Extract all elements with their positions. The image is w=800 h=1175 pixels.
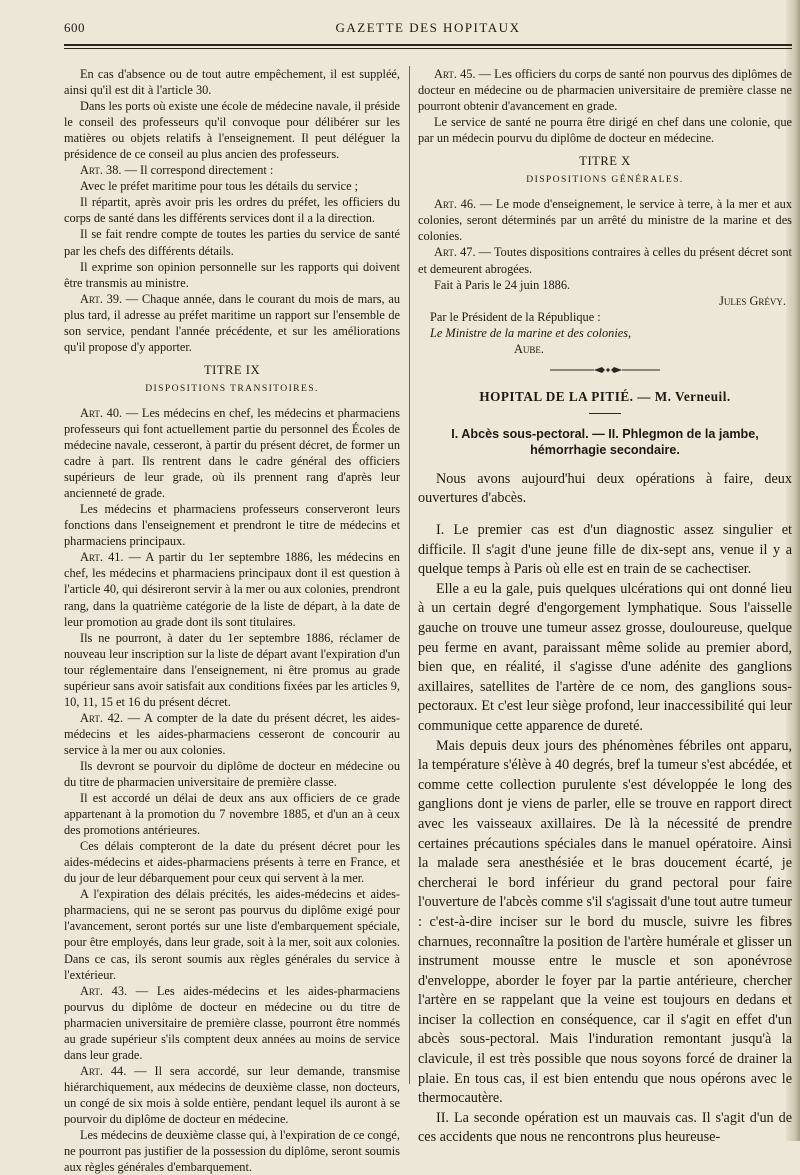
paragraph: II. La seconde opération est un mauvais cas. Il s'agit d'un de ces accidents que nous ne rencontrons plus heureuse- (418, 1109, 792, 1146)
column-divider (409, 66, 410, 1084)
page-header (64, 20, 792, 40)
signature-minister: Aube. (514, 341, 545, 356)
paragraph: Elle a eu la gale, puis quelques ulcérations qui ont donné lieu à un certain degré d'engorgement lymphatique. Sous l'aisselle gauche on trouve une tumeur assez grosse, douloureuse, quelque peu ferme en avant, paraissant même solide au premier abord, bien que, en réalité, il s'agisse d'une adénite des ganglions axillaires, satellites de l'artère de ce nom, des ganglions sous-pectoraux. Et c'est leur siège profond, leur inaccessibilité qui leur communique cette apparence de dureté. (418, 580, 792, 734)
hospital-heading: HOPITAL DE LA PITIÉ. — M. Verneuil. (479, 388, 731, 404)
paragraph: Il exprime son opinion personnelle sur les rapports qui doivent être transmis au ministre. (64, 259, 400, 290)
paragraph: Les médecins et pharmaciens professeurs conserveront leurs fonctions dans l'enseignement et prendront le titre de médecins et pharmaciens principaux. (64, 502, 400, 549)
article-label: Art. 45. (434, 67, 476, 81)
paragraph: En cas d'absence ou de tout autre empêchement, il est suppléé, ainsi qu'il est dit à l'article 30. (64, 67, 400, 98)
header-rule (64, 44, 792, 49)
page-number: 600 (64, 20, 85, 35)
article-46 (418, 196, 792, 244)
paragraph: Il est accordé un délai de deux ans aux officiers de ce grade appartenant à la promotion du 7 novembre 1885, et d'un an à ceux des promotions antérieures. (64, 791, 400, 838)
right-column (418, 66, 792, 1148)
article-text: — A partir du 1er septembre 1886, les médecins en chef, les médecins et pharmaciens principaux dont il est question à l'article 40, qui désireront servir à la mer ou aux colonies, prendront rang, dans la quatrième catégorie de la liste de départ, à la date de leur promotion au grade dont ils sont titulaires. (64, 550, 400, 629)
paragraph: Nous avons aujourd'hui deux opérations à faire, deux ouvertures d'abcès. (418, 470, 792, 507)
paragraph: Mais depuis deux jours des phénomènes fébriles ont apparu, la température s'élève à 40 degrés, bref la tumeur s'est abcédée, et comme cette collection purulente s'est développée le long des ganglions dont je viens de parler, elle se trouve en rapport direct avec les vaisseaux axillaires. De là la nécessité de prendre certaines précautions spéciales dans le manuel opératoire. Ainsi la malade sera anesthésiée et le bras doucement écarté, je chercherai le bord inférieur du grand pectoral pour faire l'ouverture de l'abcès comme s'il s'agissait d'une tout autre tumeur : c'est-à-dire inciser sur le bord du muscle, suivre les fibres charnues, reconnaître la position de l'artère humérale et glisser un instrument mousse entre le muscle et son aponévrose d'enveloppe, aborder le foyer par la partie antérieure, chercher l'artère en se rappelant que la veine est toujours en dedans et inciser la collection en conséquence, car il s'agit en effet d'un abcès sous-pectoral. Mais l'induration remontant jusqu'à la clavicule, il est très possible que nous soyons forcé de drainer la plaie. En tous cas, il est bien entendu que nous opérons avec le thermocautère. (418, 737, 792, 1107)
article-text: — Toutes dispositions contraires à celles du présent décret sont et demeurent abrogées. (418, 245, 792, 276)
article-label: Art. 46. (434, 197, 477, 212)
ornament-divider (418, 363, 792, 377)
article-39 (64, 291, 400, 355)
short-rule (589, 413, 621, 414)
article-label: Art. 42. (80, 710, 124, 725)
paragraph: Avec le préfet maritime pour tous les détails du service ; (80, 179, 359, 194)
article-44 (64, 1063, 400, 1127)
paragraph: Ils ne pourront, à dater du 1er septembre 1886, réclamer de nouveau leur inscription sur la liste de départ avant l'expiration d'un tour réglementaire dans l'enseignement, ni être promus au grade supérieur sans avoir satisfait aux conditions fixées par les articles 9, 10, 11, 15 et 16 du présent décret. (64, 630, 400, 709)
article-label: Art. 41. (80, 550, 124, 565)
section-subtitle: DISPOSITIONS TRANSITOIRES. (145, 382, 319, 394)
article-label: Art. 40. (80, 405, 123, 420)
lecture-text (418, 470, 792, 1148)
article-40 (64, 405, 400, 501)
article-label: Art. 47. (434, 245, 476, 260)
paragraph: Il répartit, après avoir pris les ordres du préfet, les officiers du corps de santé dans les différents services dont il a la direction. (64, 195, 400, 226)
article-text: — Chaque année, dans le courant du mois de mars, au plus tard, il adresse au préfet maritime un rapport sur l'ensemble de son service, pendant l'année précédente, et sur les améliorations qu'il propose d'y apporter. (64, 291, 400, 354)
article-text: — Il correspond directement : (121, 163, 274, 178)
article-label: Art. 39. (80, 291, 123, 306)
article-label: Art. 38. (80, 163, 122, 178)
article-label: Art. 43. (80, 983, 128, 998)
article-38 (64, 162, 400, 178)
paragraph: Le service de santé ne pourra être dirigé en chef dans une colonie, que par un médecin pourvu du diplôme de docteur en médecine. (418, 115, 792, 146)
article-45 (418, 66, 792, 114)
section-title: TITRE IX (203, 362, 261, 377)
article-text: — Le mode d'enseignement, le service à terre, à la mer et aux colonies, seront déterminés par un arrêté du ministre de la marine et des colonies. (418, 197, 793, 244)
signature-line: Par le Président de la République : (430, 309, 601, 324)
article-41 (64, 549, 400, 629)
left-column (64, 66, 400, 1175)
article-text: — Il sera accordé, sur leur demande, transmise hiérarchiquement, aux médecins de deuxième classe, non docteurs, un congé de six mois à solde entière, pendant lequel ils auront à se pourvoir du diplôme de docteur en médecine. (64, 1063, 401, 1126)
article-text: — Les médecins en chef, les médecins et pharmaciens professeurs qui font actuellement partie du personnel des Écoles de médecine navale, cesseront, à partir du présent décret, de former un cadre à part. Ils rentrent dans le cadre général des officiers supérieurs de leur grade, où ils prennent rang d'après leur ancienneté de grade. (64, 405, 400, 501)
paragraph: Les médecins de deuxième classe qui, à l'expiration de ce congé, ne pourront pas justifier de la possession du diplôme, seront soumis aux règles générales d'embarquement. (64, 1128, 400, 1175)
paragraph: Ils devront se pourvoir du diplôme de docteur en médecine ou du titre de pharmacien universitaire de première classe. (64, 758, 400, 790)
article-text: — Les officiers du corps de santé non pourvus des diplômes de docteur en médecine ou de pharmacien universitaire de première classe ne pourront obtenir d'avancement en grade. (418, 67, 792, 114)
article-text: — Les aides-médecins et les aides-pharmaciens pourvus du diplôme de docteur en médecine ou du titre de pharmacien universitaire de première classe, pourront être nommés au grade supérieur s'ils comptent deux années au moins de service dans leur grade. (64, 983, 400, 1062)
section-subtitle: DISPOSITIONS GÉNÉRALES. (526, 174, 684, 186)
paragraph: Il se fait rendre compte de toutes les parties du service de santé par les chefs des différents détails. (64, 227, 400, 258)
article-text: — A compter de la date du présent décret, les aides-médecins et les aides-pharmaciens cesseront de concourir au service à la mer ou aux colonies. (64, 710, 401, 757)
paragraph: Ces délais compteront de la date du présent décret pour les aides-médecins et aides-pharmaciens présents à terre en France, et du jour de leur débarquement pour ceux qui servent à la mer. (64, 839, 400, 886)
minister-line: Le Ministre de la marine et des colonies, (430, 325, 632, 340)
ornament-icon (550, 365, 660, 375)
article-43 (64, 983, 400, 1063)
signature-president: Jules Grévy. (719, 293, 786, 308)
date-line: Fait à Paris le 24 juin 1886. (434, 277, 571, 292)
paragraph: Dans les ports où existe une école de médecine navale, il préside le conseil des professeurs qu'il convoque pour délibérer sur les matières ou objets relatifs à l'enseignement. Il peut déléguer la présidence de ce conseil au plus ancien des professeurs. (64, 99, 400, 162)
article-label: Art. 44. (80, 1063, 127, 1078)
journal-title: GAZETTE DES HOPITAUX (335, 20, 521, 35)
article-47 (418, 244, 792, 276)
paragraph: I. Le premier cas est d'un diagnostic assez singulier et difficile. Il s'agit d'une jeune fille de dix-sept ans, venue il y a quelque temps à Paris où elle est en train de se cachectiser. (418, 522, 792, 578)
paragraph: A l'expiration des délais précités, les aides-médecins et aides-pharmaciens, qui ne se seront pas pourvus du diplôme exigé pour l'avancement, seront portés sur une liste d'embarquement spéciale, pour être employés, dans leur grade, soit à la mer, soit aux colonies. Dans ce cas, ils seront soumis aux règles générales du service à l'extérieur. (64, 887, 400, 982)
case-title: I. Abcès sous-pectoral. — II. Phlegmon de la jambe, hémorrhagie secondaire. (451, 426, 759, 457)
section-title: TITRE X (579, 154, 631, 169)
article-42 (64, 710, 400, 758)
